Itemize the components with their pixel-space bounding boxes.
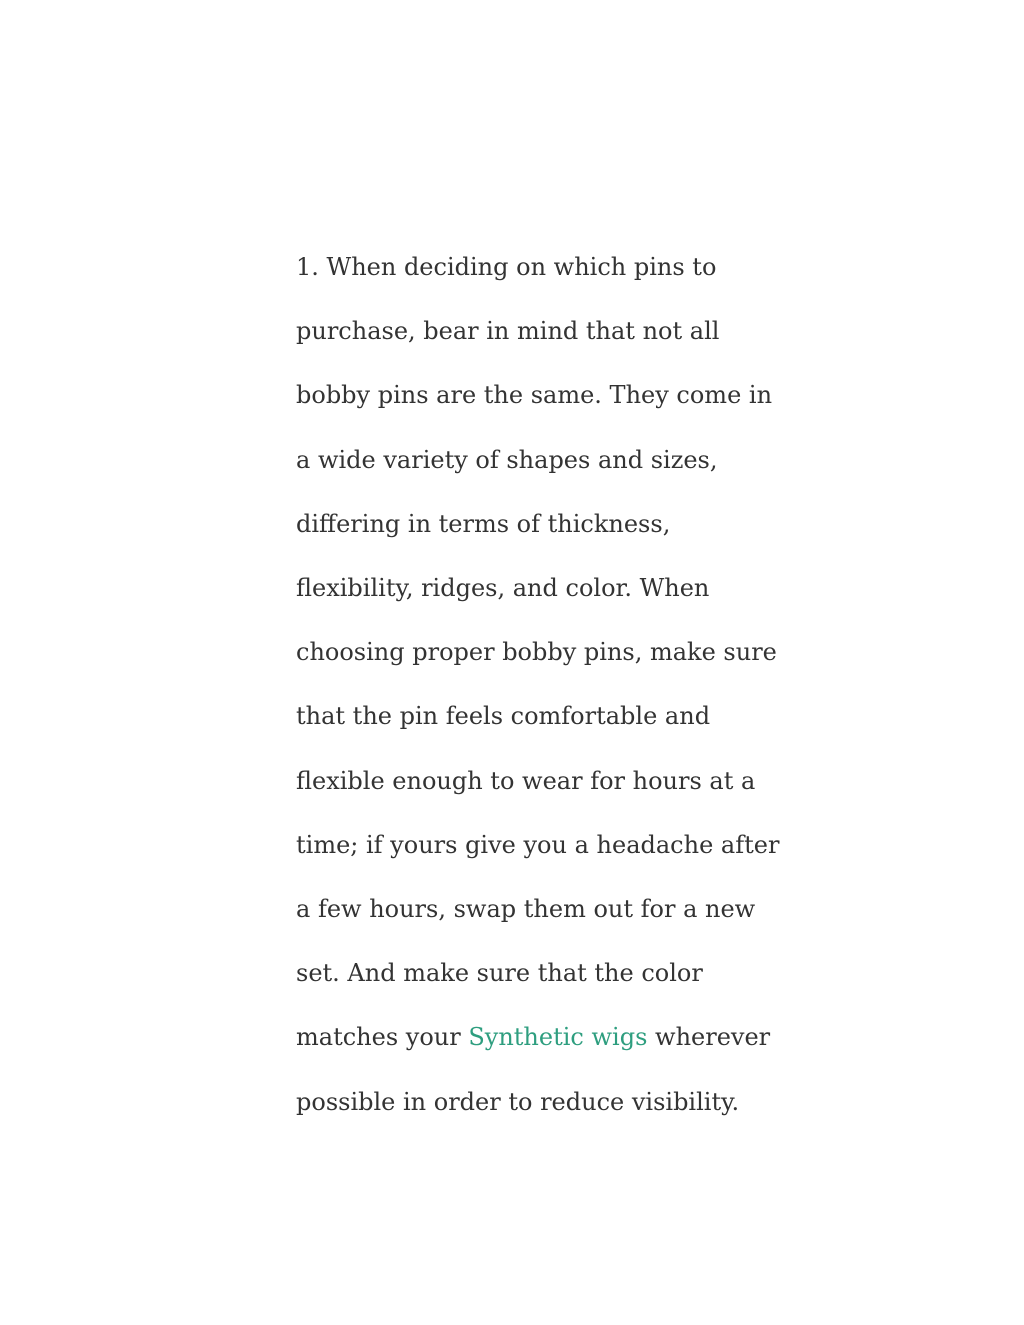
synthetic-wigs-link[interactable]: Synthetic wigs — [468, 1023, 648, 1052]
paragraph-line: a wide variety of shapes and sizes, — [296, 445, 718, 474]
paragraph-line: that the pin feels comfortable and — [296, 702, 711, 731]
paragraph-line: set. And make sure that the color — [296, 959, 703, 988]
paragraph-line-with-link — [296, 1005, 771, 1069]
paragraph-line: 1. When deciding on which pins to — [296, 253, 717, 281]
paragraph-line: choosing proper bobby pins, make sure — [296, 638, 777, 667]
paragraph-line: possible in order to reduce visibility. — [296, 1087, 740, 1116]
paragraph-line: flexibility, ridges, and color. When — [296, 574, 710, 603]
article-paragraph — [296, 235, 780, 1134]
paragraph-line: time; if yours give you a headache after — [296, 830, 780, 859]
link-line-prefix: matches your — [296, 1023, 469, 1052]
paragraph-line: bobby pins are the same. They come in — [296, 381, 773, 410]
paragraph-line: differing in terms of thickness, — [296, 509, 671, 538]
paragraph-line: a few hours, swap them out for a new — [296, 895, 756, 924]
link-line-suffix: wherever — [647, 1023, 771, 1052]
paragraph-line: purchase, bear in mind that not all — [296, 317, 720, 346]
paragraph-line: flexible enough to wear for hours at a — [296, 766, 756, 795]
